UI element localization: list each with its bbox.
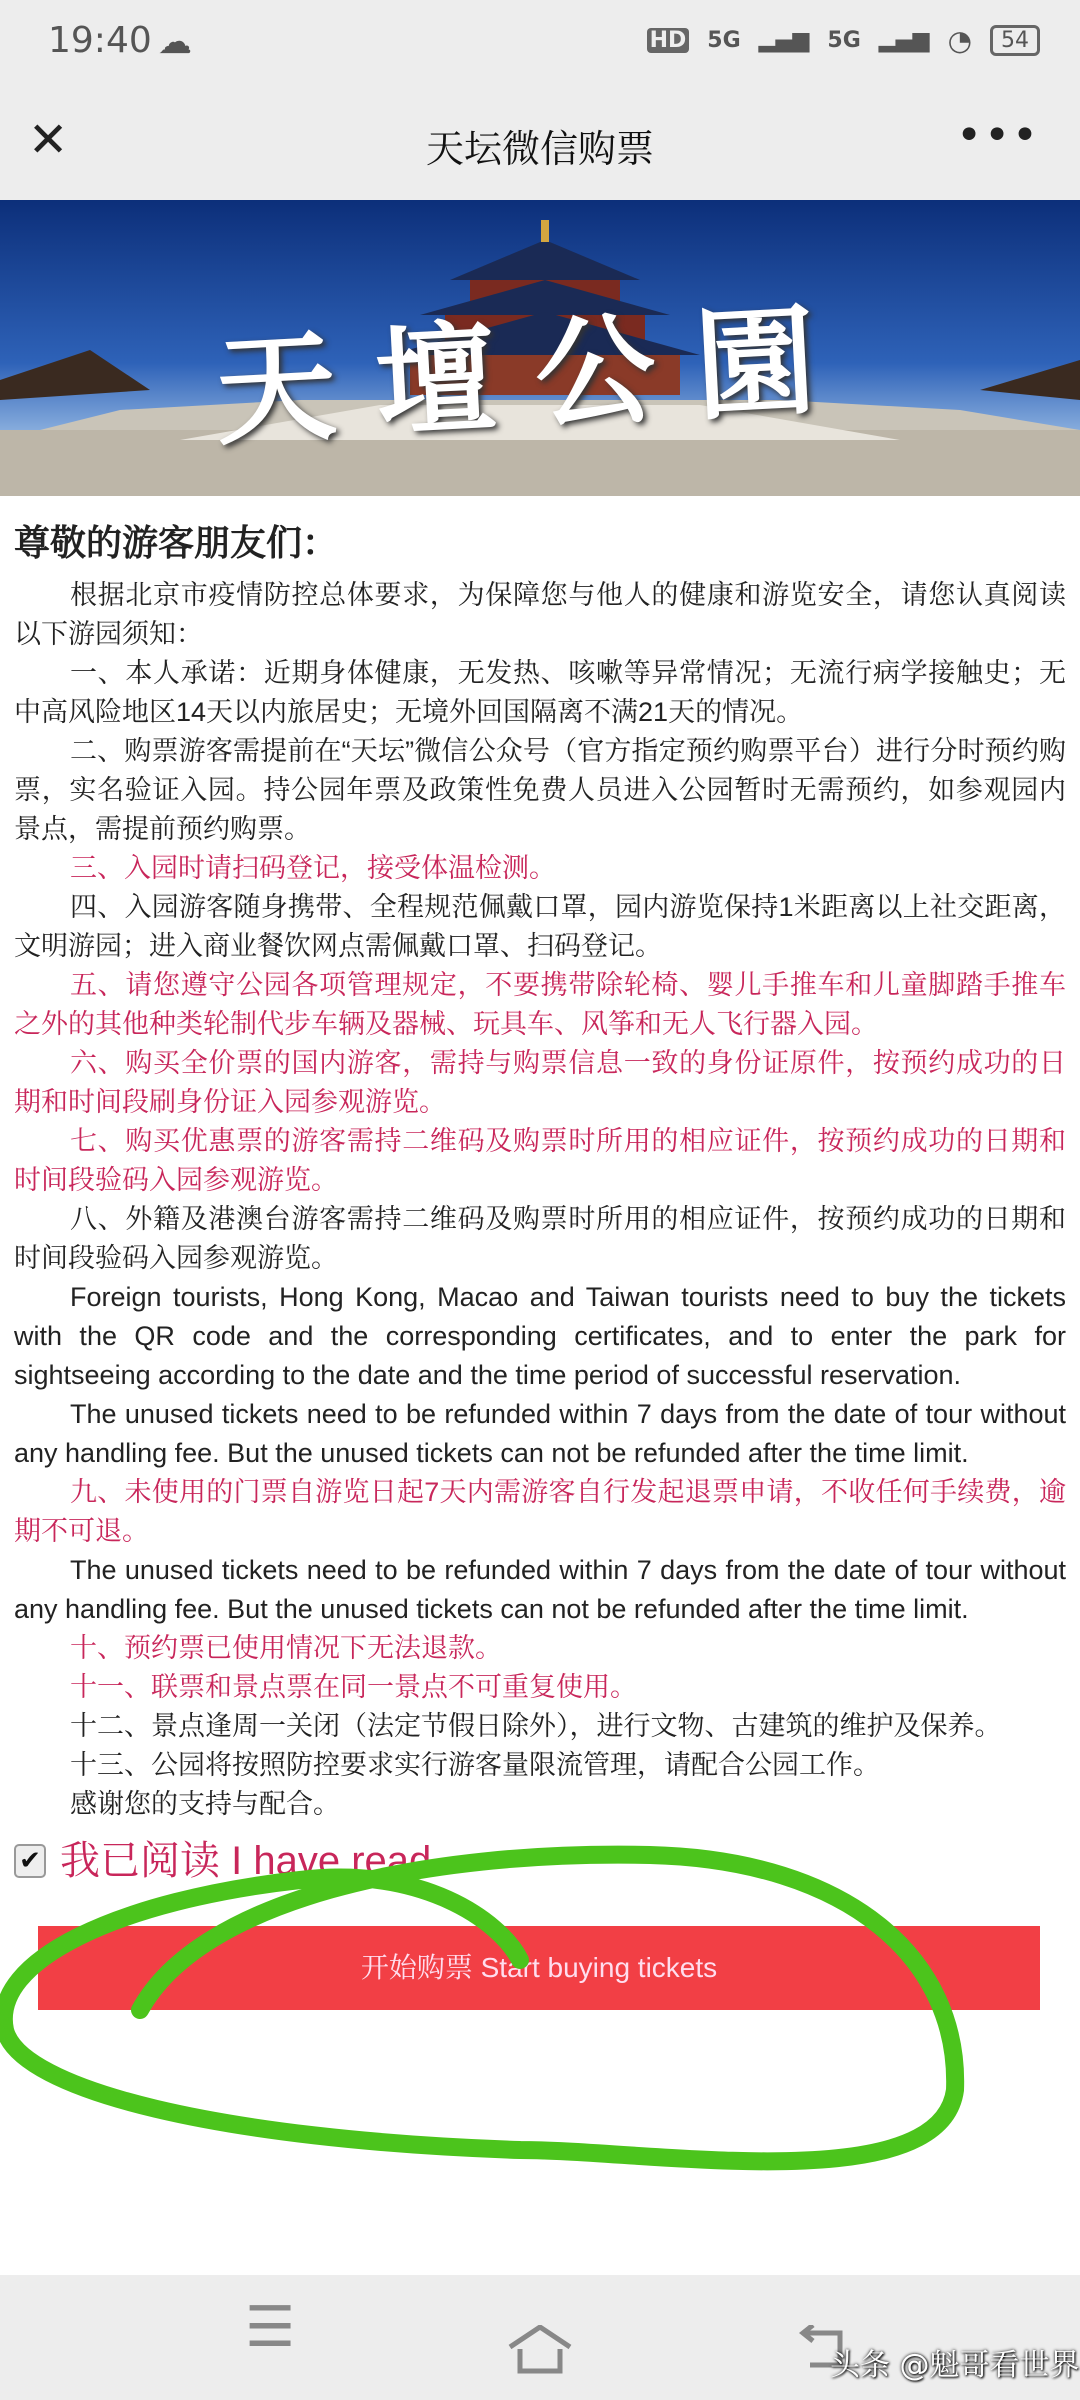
notice-content xyxy=(0,496,1080,1824)
notice-paragraph: 三、入园时请扫码登记，接受体温检测。 xyxy=(70,853,556,883)
notice-paragraph: 九、未使用的门票自游览日起7天内需游客自行发起退票申请，不收任何手续费，逾期不可退。 xyxy=(14,1477,1066,1546)
agree-checkbox[interactable]: ✔ xyxy=(14,1844,46,1878)
notice-paragraph: 八、外籍及港澳台游客需持二维码及购票时所用的相应证件，按预约成功的日期和时间段验码入园参观游览。 xyxy=(14,1204,1066,1273)
notice-paragraph: 五、请您遵守公园各项管理规定，不要携带除轮椅、婴儿手推车和儿童脚踏手推车之外的其他种类轮制代步车辆及器械、玩具车、风筝和无人飞行器入园。 xyxy=(14,970,1066,1039)
wifi-icon: ◔ xyxy=(947,24,972,57)
notice-paragraph: 十一、联票和景点票在同一景点不可重复使用。 xyxy=(70,1672,637,1702)
close-icon[interactable]: ✕ xyxy=(28,112,69,168)
signal-5g-icon: 5G xyxy=(707,28,741,53)
menu-icon[interactable]: ☰ xyxy=(245,2295,296,2360)
weather-icon: ☁ xyxy=(158,22,192,62)
notice-paragraph: 根据北京市疫情防控总体要求，为保障您与他人的健康和游览安全，请您认真阅读以下游园须知： xyxy=(14,580,1066,649)
agree-row[interactable] xyxy=(14,1836,1066,1886)
park-logo-calligraphy: 天壇公園 xyxy=(212,288,859,463)
notice-paragraph: The unused tickets need to be refunded within 7 days from the date of tour without any handling fee. But the unused tickets can not be refunded after the time limit. xyxy=(14,1555,1066,1624)
notice-heading: 尊敬的游客朋友们： xyxy=(14,522,339,563)
notice-paragraph: Foreign tourists, Hong Kong, Macao and Taiwan tourists need to buy the tickets with the QR code and the corresponding certificates, and to enter the park for sightseeing according to the date and the time period of successful reservation. xyxy=(14,1282,1066,1390)
clock: 19:40 xyxy=(48,20,152,61)
notice-paragraph: 七、购买优惠票的游客需持二维码及购票时所用的相应证件，按预约成功的日期和时间段验码入园参观游览。 xyxy=(14,1126,1066,1195)
banner-image xyxy=(0,200,1080,496)
signal-bars-icon: ▂▄▆ xyxy=(758,28,810,53)
page-title: 天坛微信购票 xyxy=(425,127,654,171)
notice-paragraph: 十二、景点逢周一关闭（法定节假日除外），进行文物、古建筑的维护及保养。 xyxy=(70,1711,1002,1741)
signal-5g-icon: 5G xyxy=(827,28,861,53)
top-nav xyxy=(0,88,1080,200)
notice-paragraph: 一、本人承诺：近期身体健康，无发热、咳嗽等异常情况；无流行病学接触史；无中高风险地区14天以内旅居史；无境外回国隔离不满21天的情况。 xyxy=(14,658,1066,727)
notice-paragraph: 二、购票游客需提前在“天坛”微信公众号（官方指定预约购票平台）进行分时预约购票，实名验证入园。持公园年票及政策性免费人员进入公园暂时无需预约，如参观园内景点，需提前预约购票。 xyxy=(14,736,1066,844)
notice-paragraph: 四、入园游客随身携带、全程规范佩戴口罩，园内游览保持1米距离以上社交距离，文明游园；进入商业餐饮网点需佩戴口罩、扫码登记。 xyxy=(14,892,1066,961)
notice-paragraph: 感谢您的支持与配合。 xyxy=(70,1789,340,1819)
more-icon[interactable]: ••• xyxy=(956,110,1040,161)
status-bar xyxy=(0,0,1080,88)
notice-paragraphs xyxy=(14,576,1066,1824)
battery-icon: 54 xyxy=(990,25,1040,56)
hd-icon: HD xyxy=(647,28,690,53)
page-body xyxy=(0,496,1080,2275)
notice-paragraph: The unused tickets need to be refunded within 7 days from the date of tour without any handling fee. But the unused tickets can not be refunded after the time limit. xyxy=(14,1399,1066,1468)
notice-paragraph: 十、预约票已使用情况下无法退款。 xyxy=(70,1633,502,1663)
agree-label[interactable]: 我已阅读 I have read xyxy=(60,1839,432,1883)
notice-paragraph: 十三、公园将按照防控要求实行游客量限流管理，请配合公园工作。 xyxy=(70,1750,880,1780)
home-icon[interactable] xyxy=(505,2325,575,2375)
signal-bars-icon: ▂▄▆ xyxy=(878,28,930,53)
watermark: 头条 @魁哥看世界 xyxy=(830,2348,1080,2383)
notice-paragraph: 六、购买全价票的国内游客，需持与购票信息一致的身份证原件，按预约成功的日期和时间段刷身份证入园参观游览。 xyxy=(14,1048,1066,1117)
start-buying-button[interactable]: 开始购票 Start buying tickets xyxy=(38,1926,1040,2010)
